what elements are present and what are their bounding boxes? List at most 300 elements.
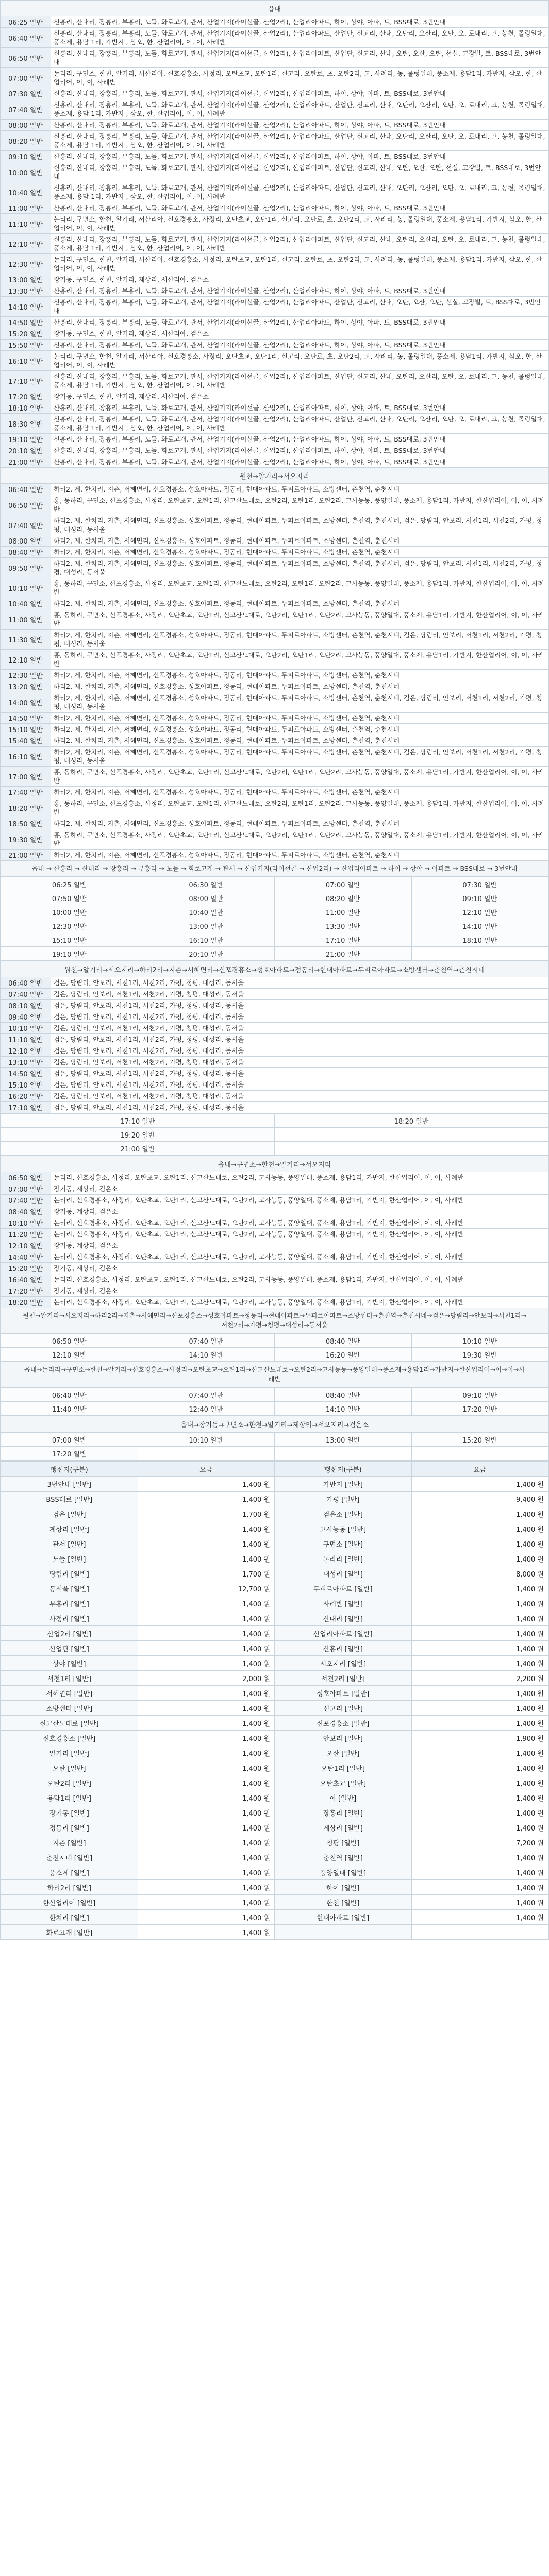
schedule-row xyxy=(1,1102,549,1113)
departure-time: 08:00 일반 xyxy=(1,120,51,131)
fare-destination: 오탄2리 [일반] xyxy=(1,1775,138,1790)
route-stops: 신흥리, 산내리, 장흥리, 부흥리, 노들, 화로고개, 관서, 산업기지(라이선골, 산업2리), 산업리아파트, 산업단, 신고리, 산내, 오탄, 오산, 오탄, 선실, 고장빌, 트, BSS대로, 3번안내 xyxy=(51,162,549,182)
fare-table xyxy=(1,1461,548,1940)
schedule-row xyxy=(1,1023,549,1034)
route-stops: 논리리, 구면소, 한천, 알기리, 서산리아, 신호경흥소, 사정리, 오탄초교, 오탄1리, 신고리, 오탄로, 초, 오탄2리, 고, 사례리, 농, 롤렁일대, 풍소제, 용담1리, 가반지, 삼오, 한, 산업리어, 이, 이, 사례반 xyxy=(51,68,549,88)
fare-destination xyxy=(275,1925,412,1940)
fare-destination: 검은 [일반] xyxy=(1,1506,138,1521)
section-title: 읍내 xyxy=(1,1,549,16)
time-grid-line xyxy=(1,1114,548,1128)
time-grid-entry: 09:10 일반 xyxy=(411,891,548,905)
route-stops: 하리2, 제, 한치리, 지츤, 서혜면리, 신포경흥소, 성호아파트, 정동리, 현대아파트, 두피르아파트, 소방센터, 춘천역, 춘천시네, 검은, 당림리, 안보리, 서천1리, 서천2리, 가평, 청평, 대성리, 동서울 xyxy=(51,630,549,650)
fare-section xyxy=(1,1461,549,1940)
fare-price: 12,700 원 xyxy=(138,1581,275,1596)
schedule-row xyxy=(1,182,549,202)
fare-destination: 용담1리 [일반] xyxy=(1,1790,138,1805)
route-stops: 홍, 동하리, 구면소, 신포경흥소, 사정리, 오탄초교, 오탄1리, 신고산노대로, 오탄2리, 오탄1리, 오탄2리, 고사능동, 풍양일대, 풍소제, 용담1리, 가반지, 한산업리어, 이, 이, 사례반 xyxy=(51,578,549,598)
departure-time: 17:10 일반 xyxy=(1,1102,51,1113)
departure-time: 12:10 일반 xyxy=(1,1240,51,1251)
schedule-row xyxy=(1,670,549,681)
section-title: 원천→알기리→서오지리→하리2리→지츤→서혜면리→신포경흥소→성호아파트→정동리→현대아파트→두피르아파트→소방센터→춘천역→춘천시네 xyxy=(1,961,549,977)
departure-time: 18:30 일반 xyxy=(1,414,51,434)
route-stops: 하리2, 제, 한치리, 지츤, 서혜면리, 신포경흥소, 성호아파트, 정동리, 현대아파트, 두피르아파트, 소방센터, 춘천역, 춘천시네 xyxy=(51,670,549,681)
route-stops: 장기동, 계상리, 검은소 xyxy=(51,1183,549,1195)
schedule-row xyxy=(1,1274,549,1285)
fare-row xyxy=(1,1626,548,1641)
departure-time: 06:25 일반 xyxy=(1,16,51,28)
schedule-row xyxy=(1,1297,549,1308)
time-grid-entry: 18:10 일반 xyxy=(411,933,548,947)
fare-row xyxy=(1,1521,548,1536)
fare-price: 1,400 원 xyxy=(138,1611,275,1626)
departure-time: 08:10 일반 xyxy=(1,1000,51,1011)
schedule-row xyxy=(1,48,549,68)
departure-time: 21:00 일반 xyxy=(1,456,51,468)
fare-destination: 산업리아파트 [일반] xyxy=(275,1626,412,1641)
departure-time: 15:10 일반 xyxy=(1,1079,51,1091)
route-stops: 검은, 당림리, 안보리, 서천1리, 서천2리, 가평, 청평, 대성리, 동서울 xyxy=(51,977,549,989)
schedule-row xyxy=(1,285,549,297)
schedule-row xyxy=(1,977,549,989)
time-grid-line xyxy=(1,1128,548,1142)
fare-price: 1,400 원 xyxy=(411,1596,548,1611)
departure-time: 15:20 일반 xyxy=(1,1263,51,1274)
route-summary: 원천→알기리→서오지리→하리2리→지츤→서혜면리→신포경흥소→성호아파트→정동리→현대아파트→두피르아파트→소방센터→춘천역→춘천시네→검은→당림리→안보리→서천1리→서천2리→가평→청평→대성리→동서울 xyxy=(1,1308,549,1333)
schedule-row xyxy=(1,850,549,861)
departure-time: 12:10 일반 xyxy=(1,1045,51,1057)
section-header-3 xyxy=(1,961,549,977)
fare-row xyxy=(1,1925,548,1940)
schedule-row xyxy=(1,724,549,735)
route-summary: 읍내 → 산흥리 → 산내리 → 장흥리 → 부흥리 → 노들 → 화로고개 → 관서 → 산업기지(라이선골 → 산업2리) → 산업리아파트 → 하이 → 상야 → 아파트 → BSS대로 → 3번안내 xyxy=(1,861,549,877)
fare-price: 1,400 원 xyxy=(411,1775,548,1790)
schedule-row xyxy=(1,162,549,182)
fare-row xyxy=(1,1790,548,1805)
time-grid-entry: 21:00 일반 xyxy=(1,1142,275,1156)
route-stops: 하리2, 제, 한치리, 지츤, 서혜면리, 신포경흥소, 성호아파트, 정동리, 현대아파트, 두피르아파트, 소방센터, 춘천역, 춘천시네, 검은, 당림리, 안보리, 서천1리, 서천2리, 가평, 청평, 대성리, 동서울 xyxy=(51,558,549,578)
fare-destination: 소방센터 [일반] xyxy=(1,1701,138,1716)
time-grid-entry: 15:10 일반 xyxy=(1,933,138,947)
departure-time: 11:00 일반 xyxy=(1,202,51,214)
fare-price: 8,000 원 xyxy=(411,1566,548,1581)
schedule-row xyxy=(1,371,549,391)
time-grid-entry: 17:20 일반 xyxy=(411,1402,548,1416)
schedule-row xyxy=(1,1217,549,1229)
route-stops: 신흥리, 산내리, 장흥리, 부흥리, 노들, 화로고개, 관서, 산업기지(라이선골, 산업2리), 산업리아파트, 하이, 상야, 아파, 트, BSS대로, 3번안내 xyxy=(51,340,549,351)
fare-price: 9,400 원 xyxy=(411,1492,548,1506)
section-header-4 xyxy=(1,1156,549,1172)
departure-time: 11:00 일반 xyxy=(1,609,51,630)
departure-time: 18:10 일반 xyxy=(1,402,51,414)
route-stops: 하리2, 제, 한치리, 지츤, 서혜면리, 신포경흥소, 성호아파트, 정동리, 현대아파트, 두피르아파트, 소방센터, 춘천역, 춘천시네 xyxy=(51,598,549,609)
fare-price: 1,700 원 xyxy=(138,1506,275,1521)
fare-destination: 서혜면리 [일반] xyxy=(1,1686,138,1701)
fare-row xyxy=(1,1850,548,1865)
fare-destination: 화로고개 [일반] xyxy=(1,1925,138,1940)
route-stops: 신흥리, 산내리, 장흥리, 부흥리, 노들, 화로고개, 관서, 산업기지(라이선골, 산업2리), 산업리아파트, 산업단, 신고리, 산내, 오탄리, 오산리, 오탄, 오, 로내리, 고, 농천, 롤렁일대, 풍소제, 용담 1리, 가반지 , 삼오, 한, 산업리어, 이, 이, 사례반 xyxy=(51,414,549,434)
fare-destination: 이 [일반] xyxy=(275,1790,412,1805)
departure-time: 14:50 일반 xyxy=(1,317,51,328)
departure-time: 08:00 일반 xyxy=(1,535,51,547)
fare-row xyxy=(1,1820,548,1835)
time-grid-entry: 07:00 일반 xyxy=(1,1433,138,1447)
fare-destination: 산업2리 [일반] xyxy=(1,1626,138,1641)
fare-destination: 사정리 [일반] xyxy=(1,1611,138,1626)
fare-destination: 상야 [일반] xyxy=(1,1656,138,1671)
schedule-row xyxy=(1,297,549,317)
fare-price: 1,400 원 xyxy=(138,1716,275,1731)
route-stops: 논리리, 신호경흥소, 사정리, 오탄초교, 오탄1리, 신고산노대로, 오탄2리, 고사능동, 풍양일대, 풍소제, 용담1리, 가반지, 한산업리어, 이, 이, 사례반 xyxy=(51,1229,549,1240)
departure-time: 17:20 일반 xyxy=(1,1285,51,1297)
time-grid-entry: 08:40 일반 xyxy=(275,1334,412,1348)
fare-price: 1,400 원 xyxy=(138,1477,275,1492)
time-grid-line xyxy=(1,1402,548,1416)
route-stops: 신흥리, 산내리, 장흥리, 부흥리, 노들, 화로고개, 관서, 산업기지(라이선골, 산업2리), 산업리아파트, 하이, 상야, 아파, 트, BSS대로, 3번안내 xyxy=(51,16,549,28)
departure-time: 12:10 일반 xyxy=(1,234,51,254)
route-stops: 검은, 당림리, 안보리, 서천1리, 서천2리, 가평, 청평, 대성리, 동서울 xyxy=(51,1102,549,1113)
fare-row xyxy=(1,1671,548,1686)
fare-price: 1,900 원 xyxy=(411,1731,548,1745)
route-summary-row xyxy=(1,861,549,877)
route-stops: 하리2, 제, 한치리, 지츤, 서혜면리, 신포경흥소, 성호아파트, 정동리, 현대아파트, 두피르아파트, 소방센터, 춘천역, 춘천시네 xyxy=(51,713,549,724)
route-stops: 하리2, 제, 한치리, 지츤, 서혜면리, 신호경흥소, 성호아파트, 정동리, 현대아파트, 두피르아파트, 소방센터, 춘천역, 춘천시네 xyxy=(51,681,549,692)
fare-price: 1,400 원 xyxy=(411,1865,548,1880)
schedule-row xyxy=(1,456,549,468)
section-title: 읍내→구면소→한천→알기리→서오지리 xyxy=(1,1156,549,1172)
schedule-row xyxy=(1,484,549,495)
fare-destination: 가평 [일반] xyxy=(275,1492,412,1506)
fare-destination: 오산 [일반] xyxy=(275,1745,412,1760)
fare-destination: 검은소 [일반] xyxy=(275,1506,412,1521)
fare-price: 1,400 원 xyxy=(138,1880,275,1895)
schedule-row xyxy=(1,351,549,371)
route-stops: 홍, 동하리, 구면소, 신포경흥소, 사정리, 오탄초교, 오탄1리, 신고산노대로, 오탄2리, 오탄1리, 오탄2리, 고사능동, 풍양일대, 풍소제, 용담1리, 가반지, 한산업리어, 이, 이, 사례반 xyxy=(51,650,549,670)
fare-row xyxy=(1,1656,548,1671)
fare-destination: 한산업리어 [일반] xyxy=(1,1895,138,1910)
time-grid xyxy=(1,1113,548,1156)
fare-destination: 제상리 [일반] xyxy=(275,1820,412,1835)
schedule-row xyxy=(1,328,549,340)
fare-destination: 오탄1리 [일반] xyxy=(275,1760,412,1775)
departure-time: 17:00 일반 xyxy=(1,767,51,787)
schedule-row xyxy=(1,767,549,787)
time-grid-line xyxy=(1,933,548,947)
fare-destination: 논리리 [일반] xyxy=(275,1551,412,1566)
time-grid-entry: 21:00 일반 xyxy=(275,947,412,961)
fare-price: 7,200 원 xyxy=(411,1835,548,1850)
time-grid xyxy=(1,1333,548,1362)
departure-time: 09:40 일반 xyxy=(1,1011,51,1023)
fare-destination: 노들 [일반] xyxy=(1,1551,138,1566)
fare-destination: 서오지리 [일반] xyxy=(275,1656,412,1671)
route-stops: 검은, 당림리, 안보리, 서천1리, 서천2리, 가평, 청평, 대성리, 동서울 xyxy=(51,1000,549,1011)
fare-price: 1,400 원 xyxy=(138,1656,275,1671)
time-grid-entry: 07:00 일반 xyxy=(275,877,412,891)
fare-price: 1,400 원 xyxy=(411,1760,548,1775)
schedule-row xyxy=(1,1034,549,1045)
departure-time: 11:10 일반 xyxy=(1,1034,51,1045)
fare-destination: 서천1리 [일반] xyxy=(1,1671,138,1686)
route-stops: 검은, 당림리, 안보리, 서천1리, 서천2리, 가평, 청평, 대성리, 동서울 xyxy=(51,989,549,1000)
fare-price: 1,400 원 xyxy=(138,1925,275,1940)
route-summary-row xyxy=(1,1308,549,1333)
time-grid-entry: 17:20 일반 xyxy=(1,1447,138,1461)
time-grid-line xyxy=(1,947,548,961)
departure-time: 15:50 일반 xyxy=(1,340,51,351)
fare-price: 1,400 원 xyxy=(411,1611,548,1626)
time-grid-entry: 20:10 일반 xyxy=(138,947,275,961)
departure-time: 11:20 일반 xyxy=(1,1229,51,1240)
route-stops: 장기동, 구면소, 한천, 알기리, 제상리, 서산리아, 검은소 xyxy=(51,391,549,402)
fare-price: 1,400 원 xyxy=(411,1716,548,1731)
time-grid-line xyxy=(1,1433,548,1447)
time-grid-entry: 16:10 일반 xyxy=(138,933,275,947)
fare-destination: 당림리 [일반] xyxy=(1,1566,138,1581)
fare-destination: 지츤 [일반] xyxy=(1,1835,138,1850)
fare-row xyxy=(1,1506,548,1521)
schedule-row xyxy=(1,747,549,767)
time-grid-line xyxy=(1,919,548,933)
section-title: 원천→알기리→서오지리 xyxy=(1,468,549,484)
time-grid-row xyxy=(1,1387,549,1416)
route-stops: 신흥리, 산내리, 장흥리, 부흥리, 노들, 화로고개, 관서, 산업기지(라이선골, 산업2리), 산업리아파트, 산업단, 신고리, 산내, 오탄리, 오산리, 오탄, 오, 로내리, 고, 농천, 롤렁일대, 풍소제, 용담 1리, 가반지 , 삼오, 한, 산업리어, 이, 이, 사례반 xyxy=(51,234,549,254)
departure-time: 07:30 일반 xyxy=(1,88,51,99)
fare-row xyxy=(1,1716,548,1731)
departure-time: 12:10 일반 xyxy=(1,650,51,670)
fare-destination: 서천2리 [일반] xyxy=(275,1671,412,1686)
time-grid-entry: 12:40 일반 xyxy=(138,1402,275,1416)
schedule-row xyxy=(1,120,549,131)
time-grid-line xyxy=(1,905,548,919)
fare-destination: 알기리 [일반] xyxy=(1,1745,138,1760)
fare-row xyxy=(1,1731,548,1745)
departure-time: 07:40 일반 xyxy=(1,989,51,1000)
departure-time: 14:10 일반 xyxy=(1,297,51,317)
departure-time: 16:40 일반 xyxy=(1,1274,51,1285)
route-stops: 검은, 당림리, 안보리, 서천1리, 서천2리, 가평, 청평, 대성리, 동서울 xyxy=(51,1079,549,1091)
time-grid-cell xyxy=(1,1113,549,1156)
time-grid-entry: 13:30 일반 xyxy=(275,919,412,933)
schedule-row xyxy=(1,16,549,28)
time-grid-line xyxy=(1,877,548,891)
fare-destination: 신고리 [일반] xyxy=(275,1701,412,1716)
schedule-row xyxy=(1,598,549,609)
time-grid-entry xyxy=(275,1128,548,1142)
fare-header-cell: 행선지(구분) xyxy=(1,1462,138,1477)
fare-price: 1,400 원 xyxy=(411,1910,548,1925)
fare-price: 1,400 원 xyxy=(138,1745,275,1760)
schedule-row xyxy=(1,650,549,670)
time-grid-entry: 10:40 일반 xyxy=(138,905,275,919)
route-stops: 홍, 동하리, 구면소, 신포경흥소, 사정리, 오탄초교, 오탄1리, 신고산노대로, 오탄2리, 오탄1리, 오탄2리, 고사능동, 풍양일대, 풍소제, 용담1리, 가반지, 한산업리어, 이, 이, 사례반 xyxy=(51,609,549,630)
fare-destination: 산내리 [일반] xyxy=(275,1611,412,1626)
route-stops: 논리리, 구면소, 한천, 알기리, 서산리아, 신호경흥소, 사정리, 오탄초교, 오탄1리, 신고리, 오탄로, 초, 오탄2리, 고, 사례리, 농, 롤렁일대, 풍소제, 용담1리, 가반지, 삼오, 한, 산업리어, 이, 이, 사례반 xyxy=(51,254,549,274)
fare-destination: 고사능동 [일반] xyxy=(275,1521,412,1536)
fare-price: 1,400 원 xyxy=(138,1910,275,1925)
schedule-row xyxy=(1,254,549,274)
fare-row xyxy=(1,1910,548,1925)
time-grid-row xyxy=(1,877,549,961)
departure-time: 11:10 일반 xyxy=(1,214,51,234)
departure-time: 10:10 일반 xyxy=(1,1217,51,1229)
time-grid-entry xyxy=(138,1447,275,1461)
fare-row xyxy=(1,1566,548,1581)
schedule-row xyxy=(1,1091,549,1102)
schedule-row xyxy=(1,535,549,547)
fare-row xyxy=(1,1611,548,1626)
fare-price: 1,400 원 xyxy=(411,1626,548,1641)
route-stops: 장기동, 계상리, 검은소 xyxy=(51,1206,549,1217)
departure-time: 07:00 일반 xyxy=(1,1183,51,1195)
time-grid-line xyxy=(1,1334,548,1348)
departure-time: 10:40 일반 xyxy=(1,182,51,202)
schedule-row xyxy=(1,1285,549,1297)
time-grid-entry: 15:20 일반 xyxy=(411,1433,548,1447)
departure-time: 17:20 일반 xyxy=(1,391,51,402)
fare-header-cell: 요금 xyxy=(138,1462,275,1477)
route-stops: 신흥리, 산내리, 장흥리, 부흥리, 노들, 화로고개, 관서, 산업기지(라이선골, 산업2리), 산업리아파트, 산업단, 신고리, 산내, 오탄리, 오산리, 오탄, 오, 로내리, 고, 농천, 롤렁일대, 풍소제, 용담 1리, 가반지 , 삼오, 한, 산업리어, 이, 이, 사례반 xyxy=(51,371,549,391)
route-stops: 논리리, 구면소, 한천, 알기리, 서산리아, 신호경흥소, 사정리, 오탄초교, 오탄1리, 신고리, 오탄로, 초, 오탄2리, 고, 사례리, 농, 롤렁일대, 풍소제, 용담1리, 가반지, 삼오, 한, 산업리어, 이, 이, 사례반 xyxy=(51,214,549,234)
time-grid-entry: 19:20 일반 xyxy=(1,1128,275,1142)
schedule-row xyxy=(1,99,549,120)
fare-row xyxy=(1,1551,548,1566)
fare-destination: 풍양일대 [일반] xyxy=(275,1865,412,1880)
fare-destination: 산업단 [일반] xyxy=(1,1641,138,1656)
schedule-row xyxy=(1,713,549,724)
departure-time: 14:00 일반 xyxy=(1,692,51,713)
route-stops: 신흥리, 산내리, 장흥리, 부흥리, 노들, 화로고개, 관서, 산업기지(라이선골, 산업2리), 산업리아파트, 산업단, 신고리, 산내, 오탄리, 오산리, 오탄, 오, 로내리, 고, 농천, 롤렁일대, 풍소제, 용담 1리, 가반지 , 삼오, 한, 산업리어, 이, 이, 사례반 xyxy=(51,182,549,202)
route-stops: 장기동, 구면소, 한천, 알기리, 제상리, 서산리아, 검은소 xyxy=(51,328,549,340)
route-stops: 산흥리, 산내리, 장흥리, 부흥리, 노들, 화로고개, 관서, 산업기지(라이선골, 산업2리), 산업리아파트, 하이, 상야, 아파, 트, BSS대로, 3번안내 xyxy=(51,402,549,414)
time-grid-entry: 12:10 일반 xyxy=(411,905,548,919)
fare-price: 1,400 원 xyxy=(138,1820,275,1835)
time-grid-entry: 07:40 일반 xyxy=(138,1388,275,1402)
fare-destination: 대성리 [일반] xyxy=(275,1566,412,1581)
schedule-row xyxy=(1,1240,549,1251)
route-stops: 홍, 동하리, 구면소, 신포경흥소, 사정리, 오탄초교, 오탄1리, 신고산노대로, 오탄2리, 오탄1리, 오탄2리, 고사능동, 풍양일대, 풍소제, 용담1리, 가반지, 한산업리어, 이, 이, 사례반 xyxy=(51,495,549,515)
fare-destination: 동서울 [일반] xyxy=(1,1581,138,1596)
fare-row xyxy=(1,1835,548,1850)
time-grid-line xyxy=(1,1348,548,1362)
departure-time: 16:20 일반 xyxy=(1,1091,51,1102)
route-stops: 하리2, 제, 한치리, 지츤, 서혜면리, 신포경흥소, 성호아파트, 정동리, 현대아파트, 두피르아파트, 소방센터, 춘천역, 춘천시네 xyxy=(51,535,549,547)
departure-time: 08:40 일반 xyxy=(1,1206,51,1217)
route-stops: 장기동, 계상리, 검은소 xyxy=(51,1240,549,1251)
time-grid-entry: 10:00 일반 xyxy=(1,905,138,919)
time-grid-entry: 13:00 일반 xyxy=(138,919,275,933)
route-stops: 검은, 당림리, 안보리, 서천1리, 서천2리, 가평, 청평, 대성리, 동서울 xyxy=(51,1045,549,1057)
fare-price: 1,400 원 xyxy=(411,1581,548,1596)
fare-destination: 안보리 [일반] xyxy=(275,1731,412,1745)
route-stops: 장기동, 구면소, 한천, 알기리, 제상리, 서산리아, 검은소 xyxy=(51,274,549,285)
fare-header-cell: 요금 xyxy=(411,1462,548,1477)
fare-price: 1,400 원 xyxy=(138,1596,275,1611)
schedule-row xyxy=(1,547,549,558)
fare-destination: 한치리 [일반] xyxy=(1,1910,138,1925)
departure-time: 20:10 일반 xyxy=(1,445,51,456)
schedule-row xyxy=(1,68,549,88)
departure-time: 21:00 일반 xyxy=(1,850,51,861)
section-header-2 xyxy=(1,468,549,484)
time-grid-entry: 06:50 일반 xyxy=(1,1334,138,1348)
departure-time: 08:40 일반 xyxy=(1,547,51,558)
departure-time: 10:10 일반 xyxy=(1,578,51,598)
route-summary: 읍내→논리리→구면소→한천→알기리→신호경흥소→사정리→오탄초교→오탄1리→신고산노대로→오탄2리→고사능동→풍양일대→풍소제→용담1리→가반지→한산업리어→이→이→사례반 xyxy=(1,1362,549,1387)
fare-row xyxy=(1,1641,548,1656)
time-grid-entry: 07:50 일반 xyxy=(1,891,138,905)
time-grid-entry: 07:40 일반 xyxy=(138,1334,275,1348)
departure-time: 06:50 일반 xyxy=(1,48,51,68)
time-grid-entry: 10:10 일반 xyxy=(411,1334,548,1348)
time-grid-line xyxy=(1,1142,548,1156)
time-grid-cell xyxy=(1,1387,549,1416)
route-stops: 논리리, 신호경흥소, 사정리, 오탄초교, 오탄1리, 신고산노대로, 오탄2리, 고사능동, 풍양일대, 풍소제, 용담1리, 가반지, 한산업리어, 이, 이, 사례반 xyxy=(51,1274,549,1285)
time-grid-line xyxy=(1,1388,548,1402)
fare-row xyxy=(1,1805,548,1820)
fare-row xyxy=(1,1596,548,1611)
route-stops: 신흥리, 산내리, 장흥리, 부흥리, 노들, 화로고개, 관서, 산업기지(라이선골, 산업2리), 산업리아파트, 산업단, 신고리, 산내, 오탄리, 오산리, 오탄, 오, 로내리, 고, 농천, 롤렁일대, 풍소제, 용담 1리, 가반지 , 삼오, 한, 산업리어, 이, 이, 사례반 xyxy=(51,28,549,48)
fare-row xyxy=(1,1477,548,1492)
route-stops: 신흥리, 산내리, 장흥리, 부흥리, 노들, 화로고개, 관서, 산업기지(라이선골, 산업2리), 산업리아파트, 하이, 상야, 아파, 트, BSS대로, 3번안내 xyxy=(51,434,549,445)
fare-price: 1,700 원 xyxy=(138,1566,275,1581)
schedule-row xyxy=(1,1172,549,1183)
time-grid-entry: 08:20 일반 xyxy=(275,891,412,905)
schedule-row xyxy=(1,402,549,414)
departure-time: 15:10 일반 xyxy=(1,724,51,735)
fare-price: 1,400 원 xyxy=(411,1880,548,1895)
fare-destination: 하리2리 [일반] xyxy=(1,1880,138,1895)
departure-time: 06:50 일반 xyxy=(1,1172,51,1183)
schedule-row xyxy=(1,681,549,692)
time-grid-entry: 19:30 일반 xyxy=(411,1348,548,1362)
fare-price: 1,400 원 xyxy=(411,1521,548,1536)
schedule-row xyxy=(1,1057,549,1068)
fare-price: 1,400 원 xyxy=(138,1895,275,1910)
time-grid-line xyxy=(1,1447,548,1461)
departure-time: 10:00 일반 xyxy=(1,162,51,182)
route-stops: 하리2, 제, 한치리, 지츤, 서혜면리, 신포경흥소, 성호아파트, 정동리, 현대아파트, 두피르아파트, 소방센터, 춘천역, 춘천시네 xyxy=(51,735,549,747)
fare-header xyxy=(1,1462,548,1477)
schedule-row xyxy=(1,1229,549,1240)
departure-time: 14:50 일반 xyxy=(1,1068,51,1079)
fare-destination: 하이 [일반] xyxy=(275,1880,412,1895)
fare-price: 1,400 원 xyxy=(138,1850,275,1865)
route-stops: 신흥리, 산내리, 장흥리, 부흥리, 노들, 화로고개, 관서, 산업기지(라이선골, 산업2리), 산업리아파트, 하이, 상야, 아파, 트, BSS대로, 3번안내 xyxy=(51,88,549,99)
route-stops: 산흥리, 산내리, 장흥리, 부흥리, 노들, 화로고개, 관서, 산업기지(라이선골, 산업2리), 산업리아파트, 하이, 상야, 아파, 트, BSS대로, 3번안내 xyxy=(51,285,549,297)
route-stops: 논리리, 신호경흥소, 사정리, 오탄초교, 오탄1리, 신고산노대로, 오탄2리, 고사능동, 풍양일대, 풍소제, 용담1리, 가반지, 한산업리어, 이, 이, 사례반 xyxy=(51,1172,549,1183)
departure-time: 11:30 일반 xyxy=(1,630,51,650)
route-summary-row xyxy=(1,1362,549,1387)
fare-destination: BSS대로 [일반] xyxy=(1,1492,138,1506)
time-grid-entry: 06:25 일반 xyxy=(1,877,138,891)
fare-destination: 가반지 [일반] xyxy=(275,1477,412,1492)
fare-destination: 3번안내 [일반] xyxy=(1,1477,138,1492)
route-stops: 검은, 당림리, 안보리, 서천1리, 서천2리, 가평, 청평, 대성리, 동서울 xyxy=(51,1091,549,1102)
time-grid-entry xyxy=(275,1447,412,1461)
schedule-row xyxy=(1,578,549,598)
schedule-row xyxy=(1,1045,549,1057)
fare-price: 1,400 원 xyxy=(411,1641,548,1656)
fare-row xyxy=(1,1536,548,1551)
time-grid-cell xyxy=(1,877,549,961)
time-grid-entry: 13:00 일반 xyxy=(275,1433,412,1447)
route-stops: 산흥리, 산내리, 장흥리, 부흥리, 노들, 화로고개, 관서, 산업기지(라이선골, 산업2리), 산업리아파트, 하이, 상야, 아파, 트, BSS대로, 3번안내 xyxy=(51,202,549,214)
fare-destination: 정동리 [일반] xyxy=(1,1820,138,1835)
fare-cell xyxy=(1,1461,549,1940)
time-grid-entry: 14:10 일반 xyxy=(138,1348,275,1362)
fare-row xyxy=(1,1492,548,1506)
departure-time: 06:40 일반 xyxy=(1,977,51,989)
